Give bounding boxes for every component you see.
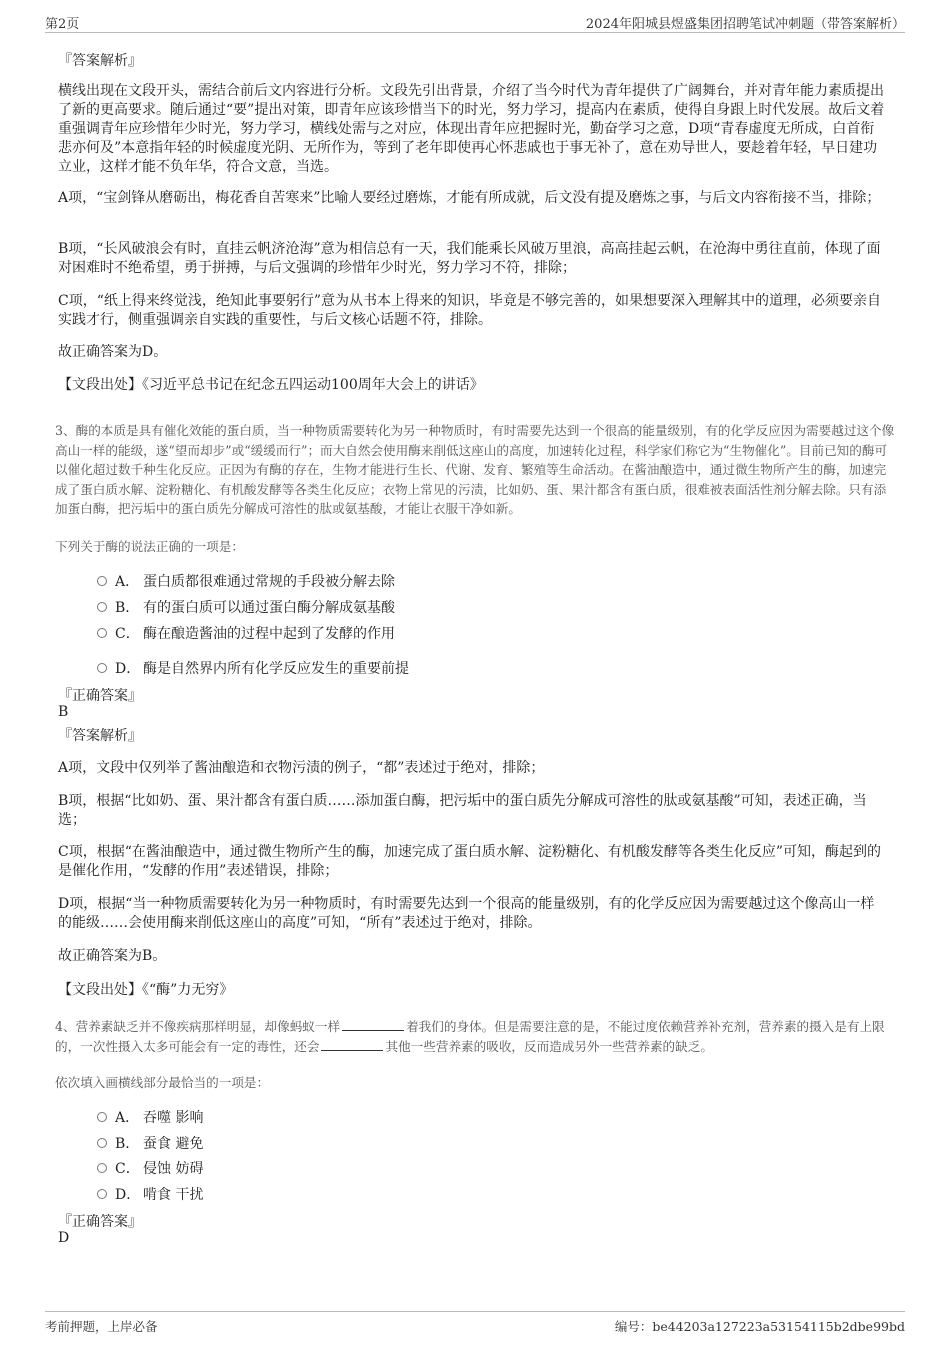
q3-prompt: 下列关于酶的说法正确的一项是： [55, 539, 244, 554]
q4-blank-1 [342, 1017, 404, 1031]
page-header [45, 10, 905, 33]
q4-option-c[interactable]: C． 侵蚀 妨碍 [97, 1158, 203, 1178]
q3-option-b[interactable]: B． 有的蛋白质可以通过蛋白酶分解成氨基酸 [97, 597, 395, 617]
q3-answer: B [58, 704, 69, 720]
q3-source: 【文段出处】《“酶”力无穷》 [58, 982, 234, 998]
radio-icon[interactable] [97, 663, 107, 673]
q4-prompt: 依次填入画横线部分最恰当的一项是： [55, 1075, 270, 1090]
q4-option-a[interactable]: A． 吞噬 影响 [97, 1107, 203, 1127]
q3-answer-label: 『正确答案』 [58, 688, 142, 704]
document-id: 编号：be44203a127223a53154115b2dbe99bd [614, 1319, 905, 1334]
page-number: 第2页 [45, 17, 80, 32]
q4-stem: 4、营养素缺乏并不像疾病那样明显，却像蚂蚁一样 着我们的身体。但是需要注意的是，不能过度依赖营养补充剂，营养素的摄入是有上限的，一次性摄入太多可能会有一定的毒性，还会 其他一些营养素的吸收，反而造成另外一些营养素的缺乏。 [55, 1019, 885, 1054]
q3-option-a[interactable]: A． 蛋白质都很难通过常规的手段被分解去除 [97, 571, 395, 591]
q4-option-b[interactable]: B． 蚕食 避免 [97, 1133, 203, 1153]
q3-option-c-analysis: C项，根据“在酱油酿造中，通过微生物所产生的酶，加速完成了蛋白质水解、淀粉糖化、有机酸发酵等各类生化反应”可知，酶起到的是催化作用，“发酵的作用”表述错误，排除； [58, 844, 882, 879]
q3-option-b-analysis: B项，根据“比如奶、蛋、果汁都含有蛋白质……添加蛋白酶，把污垢中的蛋白质先分解成可溶性的肽或氨基酸”可知，表述正确，当选； [58, 793, 867, 828]
q2-option-b-analysis: B项，“长风破浪会有时，直挂云帆济沧海”意为相信总有一天，我们能乘长风破万里浪，高高挂起云帆，在沧海中勇往直前，体现了面对困难时不绝希望，勇于拼搏，与后文强调的珍惜年少时光，努力学习不符，排除； [58, 241, 881, 276]
q3-option-c[interactable]: C． 酶在酿造酱油的过程中起到了发酵的作用 [97, 623, 395, 643]
q3-conclusion: 故正确答案为B。 [58, 948, 167, 964]
q3-option-a-analysis: A项，文段中仅列举了酱油酿造和衣物污渍的例子，“都”表述过于绝对，排除； [58, 760, 545, 776]
q3-option-d[interactable]: D． 酶是自然界内所有化学反应发生的重要前提 [97, 658, 409, 678]
q4-answer-label: 『正确答案』 [58, 1214, 142, 1230]
q3-option-d-analysis: D项，根据“当一种物质需要转化为另一种物质时，有时需要先达到一个很高的能量级别，有的化学反应因为需要越过这个像高山一样的能级……会使用酶来削低这座山的高度”可知，“所有”表述过于绝对，排除。 [58, 896, 875, 931]
footer-slogan: 考前押题，上岸必备 [45, 1319, 158, 1334]
page-footer [45, 1311, 905, 1338]
q4-answer: D [58, 1230, 70, 1246]
q2-analysis-text: 横线出现在文段开头，需结合前后文内容进行分析。文段先引出背景，介绍了当今时代为青年提供了广阔舞台，并对青年能力素质提出了新的更高要求。随后通过“要”提出对策，即青年应该珍惜当下的时光，努力学习，提高内在素质，使得自身跟上时代发展。故后文着重强调青年应珍惜年少时光，努力学习，横线处需与之对应，体现出青年应把握时光，勤奋学习之意，D项“青春虚度无所成，白首衔悲亦何及”本意指年轻的时候虚度光阴、无所作为，等到了老年即使再心怀悲戚也于事无补了，意在劝导世人，要趁着年轻，早日建功立业，这样才能不负年华，符合文意，当选。 [58, 83, 885, 175]
q4-blank-2 [321, 1037, 383, 1051]
radio-icon[interactable] [97, 1189, 107, 1199]
radio-icon[interactable] [97, 1112, 107, 1122]
radio-icon[interactable] [97, 602, 107, 612]
q2-conclusion: 故正确答案为D。 [58, 344, 168, 360]
document-title: 2024年阳城县煜盛集团招聘笔试冲刺题（带答案解析） [585, 17, 905, 32]
radio-icon[interactable] [97, 628, 107, 638]
q3-analysis-label: 『答案解析』 [58, 728, 142, 744]
q2-analysis-label: 『答案解析』 [58, 53, 142, 69]
radio-icon[interactable] [97, 1163, 107, 1173]
radio-icon[interactable] [97, 1138, 107, 1148]
q2-option-a-analysis: A项，“宝剑锋从磨砺出，梅花香自苦寒来”比喻人要经过磨炼，才能有所成就，后文没有提及磨炼之事，与后文内容衔接不当，排除； [58, 190, 881, 206]
q2-option-c-analysis: C项，“纸上得来终觉浅，绝知此事要躬行”意为从书本上得来的知识，毕竟是不够完善的，如果想要深入理解其中的道理，必须要亲自实践才行，侧重强调亲自实践的重要性，与后文核心话题不符，排除。 [58, 293, 882, 328]
q2-source: 【文段出处】《习近平总书记在纪念五四运动100周年大会上的讲话》 [58, 377, 484, 393]
q3-stem: 3、酶的本质是具有催化效能的蛋白质，当一种物质需要转化为另一种物质时，有时需要先达到一个很高的能量级别，有的化学反应因为需要越过这个像高山一样的能级，遂“望而却步”或“缓缓而行”；而大自然会使用酶来削低这座山的高度，加速转化过程，科学家们称它为“生物催化”。目前已知的酶可以催化超过数千种生化反应。正因为有酶的存在，生物才能进行生长、代谢、发育、繁殖等生命活动。在酱油酿造中，通过微生物所产生的酶，加速完成了蛋白质水解、淀粉糖化、有机酸发酵等各类生化反应；衣物上常见的污渍，比如奶、蛋、果汁都含有蛋白质，很难被表面活性剂分解去除。只有添加蛋白酶，把污垢中的蛋白质先分解成可溶性的肽或氨基酸，才能让衣服干净如新。 [55, 423, 895, 516]
radio-icon[interactable] [97, 576, 107, 586]
q4-option-d[interactable]: D． 啃食 干扰 [97, 1184, 203, 1204]
